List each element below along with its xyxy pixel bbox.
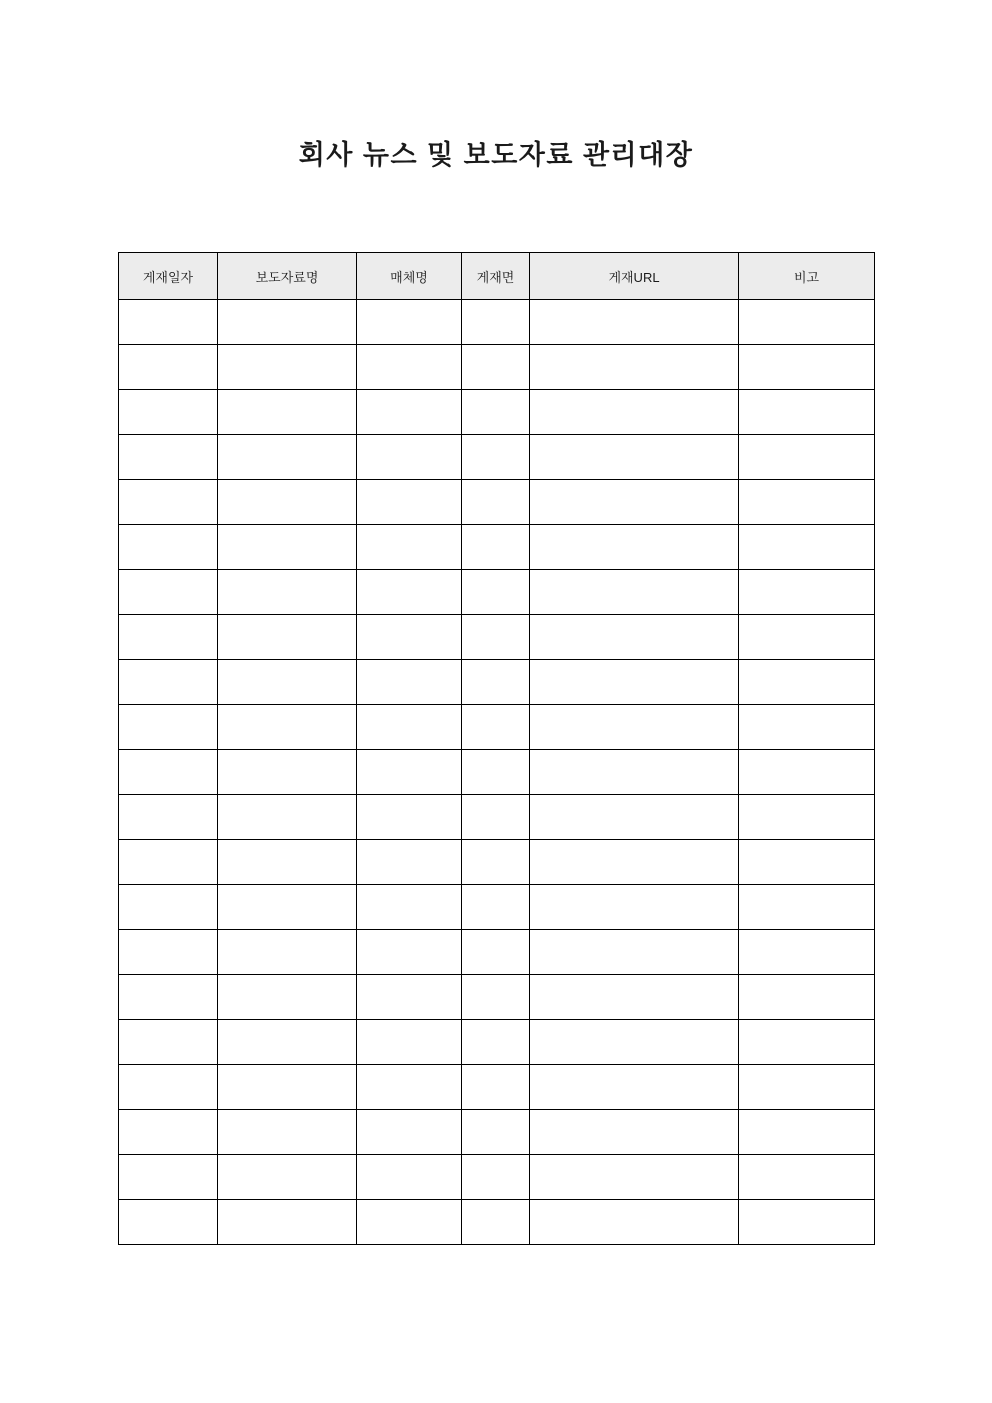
- table-cell-date[interactable]: [119, 705, 218, 750]
- table-cell-name[interactable]: [218, 300, 357, 345]
- table-cell-media[interactable]: [357, 930, 462, 975]
- table-cell-media[interactable]: [357, 885, 462, 930]
- table-cell-page[interactable]: [462, 390, 530, 435]
- table-cell-media[interactable]: [357, 1065, 462, 1110]
- table-cell-url[interactable]: [530, 840, 739, 885]
- table-cell-page[interactable]: [462, 930, 530, 975]
- table-row: [119, 1155, 875, 1200]
- table-cell-name[interactable]: [218, 840, 357, 885]
- table-cell-name[interactable]: [218, 390, 357, 435]
- column-header-date: 게재일자: [119, 253, 218, 300]
- table-cell-media[interactable]: [357, 1200, 462, 1245]
- table-cell-url[interactable]: [530, 345, 739, 390]
- table-cell-url[interactable]: [530, 975, 739, 1020]
- table-cell-date[interactable]: [119, 615, 218, 660]
- table-cell-date[interactable]: [119, 300, 218, 345]
- table-cell-page[interactable]: [462, 1200, 530, 1245]
- table-cell-media[interactable]: [357, 1155, 462, 1200]
- table-cell-page[interactable]: [462, 975, 530, 1020]
- table-cell-media[interactable]: [357, 795, 462, 840]
- table-cell-note[interactable]: [739, 615, 875, 660]
- table-cell-media[interactable]: [357, 705, 462, 750]
- table-cell-note[interactable]: [739, 1065, 875, 1110]
- table-cell-note[interactable]: [739, 795, 875, 840]
- table-cell-url[interactable]: [530, 435, 739, 480]
- table-cell-media[interactable]: [357, 615, 462, 660]
- table-row: [119, 795, 875, 840]
- table-cell-page[interactable]: [462, 1065, 530, 1110]
- table-cell-note[interactable]: [739, 750, 875, 795]
- table-cell-page[interactable]: [462, 480, 530, 525]
- table-cell-date[interactable]: [119, 1200, 218, 1245]
- table-cell-date[interactable]: [119, 795, 218, 840]
- table-cell-name[interactable]: [218, 435, 357, 480]
- table-cell-name[interactable]: [218, 1155, 357, 1200]
- table-cell-url[interactable]: [530, 480, 739, 525]
- table-cell-page[interactable]: [462, 660, 530, 705]
- table-row: [119, 525, 875, 570]
- table-cell-note[interactable]: [739, 570, 875, 615]
- table-row: [119, 1110, 875, 1155]
- table-cell-url[interactable]: [530, 525, 739, 570]
- table-cell-note[interactable]: [739, 390, 875, 435]
- column-header-note: 비고: [739, 253, 875, 300]
- column-header-name: 보도자료명: [218, 253, 357, 300]
- table-cell-media[interactable]: [357, 975, 462, 1020]
- table-cell-media[interactable]: [357, 480, 462, 525]
- table-cell-page[interactable]: [462, 300, 530, 345]
- table-cell-url[interactable]: [530, 1065, 739, 1110]
- table-row: [119, 885, 875, 930]
- table-cell-date[interactable]: [119, 435, 218, 480]
- column-header-page: 게재면: [462, 253, 530, 300]
- page-title: 회사 뉴스 및 보도자료 관리대장: [298, 140, 694, 170]
- table-cell-date[interactable]: [119, 525, 218, 570]
- table-cell-note[interactable]: [739, 840, 875, 885]
- table-cell-page[interactable]: [462, 345, 530, 390]
- table-cell-page[interactable]: [462, 705, 530, 750]
- table-cell-date[interactable]: [119, 975, 218, 1020]
- table-cell-media[interactable]: [357, 345, 462, 390]
- table-cell-name[interactable]: [218, 795, 357, 840]
- table-row: [119, 570, 875, 615]
- table-row: [119, 300, 875, 345]
- table-cell-name[interactable]: [218, 930, 357, 975]
- table-cell-media[interactable]: [357, 840, 462, 885]
- table-cell-url[interactable]: [530, 615, 739, 660]
- table-cell-media[interactable]: [357, 435, 462, 480]
- table-cell-note[interactable]: [739, 1110, 875, 1155]
- table-cell-date[interactable]: [119, 840, 218, 885]
- column-header-media: 매체명: [357, 253, 462, 300]
- table-cell-date[interactable]: [119, 750, 218, 795]
- table-cell-date[interactable]: [119, 885, 218, 930]
- table-cell-url[interactable]: [530, 1020, 739, 1065]
- table-cell-date[interactable]: [119, 345, 218, 390]
- table-cell-name[interactable]: [218, 660, 357, 705]
- table-cell-page[interactable]: [462, 435, 530, 480]
- table-cell-page[interactable]: [462, 795, 530, 840]
- table-cell-name[interactable]: [218, 480, 357, 525]
- table-cell-page[interactable]: [462, 1020, 530, 1065]
- ledger-table-container: [118, 252, 874, 1245]
- table-cell-media[interactable]: [357, 570, 462, 615]
- table-cell-name[interactable]: [218, 570, 357, 615]
- table-cell-url[interactable]: [530, 750, 739, 795]
- table-cell-date[interactable]: [119, 1020, 218, 1065]
- table-row: [119, 1065, 875, 1110]
- table-cell-url[interactable]: [530, 660, 739, 705]
- table-cell-note[interactable]: [739, 1020, 875, 1065]
- table-cell-url[interactable]: [530, 570, 739, 615]
- table-cell-date[interactable]: [119, 1110, 218, 1155]
- table-row: [119, 345, 875, 390]
- table-row: [119, 975, 875, 1020]
- table-cell-date[interactable]: [119, 390, 218, 435]
- column-header-url: 게재URL: [530, 253, 739, 300]
- table-cell-note[interactable]: [739, 975, 875, 1020]
- table-row: [119, 930, 875, 975]
- table-cell-media[interactable]: [357, 1020, 462, 1065]
- table-cell-note[interactable]: [739, 885, 875, 930]
- table-cell-date[interactable]: [119, 1155, 218, 1200]
- table-cell-url[interactable]: [530, 1155, 739, 1200]
- table-cell-date[interactable]: [119, 660, 218, 705]
- table-cell-page[interactable]: [462, 525, 530, 570]
- table-cell-page[interactable]: [462, 615, 530, 660]
- table-body: [119, 300, 875, 1245]
- table-row: [119, 615, 875, 660]
- table-cell-page[interactable]: [462, 840, 530, 885]
- table-cell-note[interactable]: [739, 930, 875, 975]
- table-row: [119, 840, 875, 885]
- table-cell-note[interactable]: [739, 480, 875, 525]
- table-cell-media[interactable]: [357, 1110, 462, 1155]
- ledger-table: [118, 252, 875, 1245]
- table-cell-name[interactable]: [218, 1200, 357, 1245]
- table-cell-page[interactable]: [462, 570, 530, 615]
- table-cell-note[interactable]: [739, 1200, 875, 1245]
- table-cell-name[interactable]: [218, 1110, 357, 1155]
- table-cell-date[interactable]: [119, 480, 218, 525]
- table-cell-name[interactable]: [218, 750, 357, 795]
- table-cell-name[interactable]: [218, 885, 357, 930]
- table-cell-page[interactable]: [462, 885, 530, 930]
- table-cell-date[interactable]: [119, 1065, 218, 1110]
- table-cell-note[interactable]: [739, 660, 875, 705]
- table-cell-media[interactable]: [357, 525, 462, 570]
- table-cell-url[interactable]: [530, 930, 739, 975]
- table-cell-url[interactable]: [530, 705, 739, 750]
- table-row: [119, 390, 875, 435]
- table-header: [119, 253, 875, 300]
- table-cell-note[interactable]: [739, 525, 875, 570]
- table-cell-name[interactable]: [218, 975, 357, 1020]
- table-cell-name[interactable]: [218, 615, 357, 660]
- table-row: [119, 1200, 875, 1245]
- table-cell-media[interactable]: [357, 750, 462, 795]
- table-cell-page[interactable]: [462, 750, 530, 795]
- table-cell-media[interactable]: [357, 660, 462, 705]
- table-cell-page[interactable]: [462, 1155, 530, 1200]
- table-cell-url[interactable]: [530, 885, 739, 930]
- table-cell-page[interactable]: [462, 1110, 530, 1155]
- table-cell-url[interactable]: [530, 1200, 739, 1245]
- table-cell-media[interactable]: [357, 300, 462, 345]
- table-header-row: [119, 253, 875, 300]
- table-cell-name[interactable]: [218, 705, 357, 750]
- table-cell-url[interactable]: [530, 795, 739, 840]
- table-cell-note[interactable]: [739, 435, 875, 480]
- table-cell-note[interactable]: [739, 345, 875, 390]
- table-cell-url[interactable]: [530, 300, 739, 345]
- table-cell-url[interactable]: [530, 1110, 739, 1155]
- table-cell-name[interactable]: [218, 525, 357, 570]
- table-cell-note[interactable]: [739, 705, 875, 750]
- table-row: [119, 435, 875, 480]
- table-cell-note[interactable]: [739, 1155, 875, 1200]
- table-row: [119, 660, 875, 705]
- table-row: [119, 750, 875, 795]
- table-cell-url[interactable]: [530, 390, 739, 435]
- table-row: [119, 1020, 875, 1065]
- table-cell-name[interactable]: [218, 1065, 357, 1110]
- table-cell-date[interactable]: [119, 930, 218, 975]
- table-cell-media[interactable]: [357, 390, 462, 435]
- table-cell-name[interactable]: [218, 1020, 357, 1065]
- table-cell-note[interactable]: [739, 300, 875, 345]
- table-row: [119, 480, 875, 525]
- table-cell-name[interactable]: [218, 345, 357, 390]
- table-row: [119, 705, 875, 750]
- table-cell-date[interactable]: [119, 570, 218, 615]
